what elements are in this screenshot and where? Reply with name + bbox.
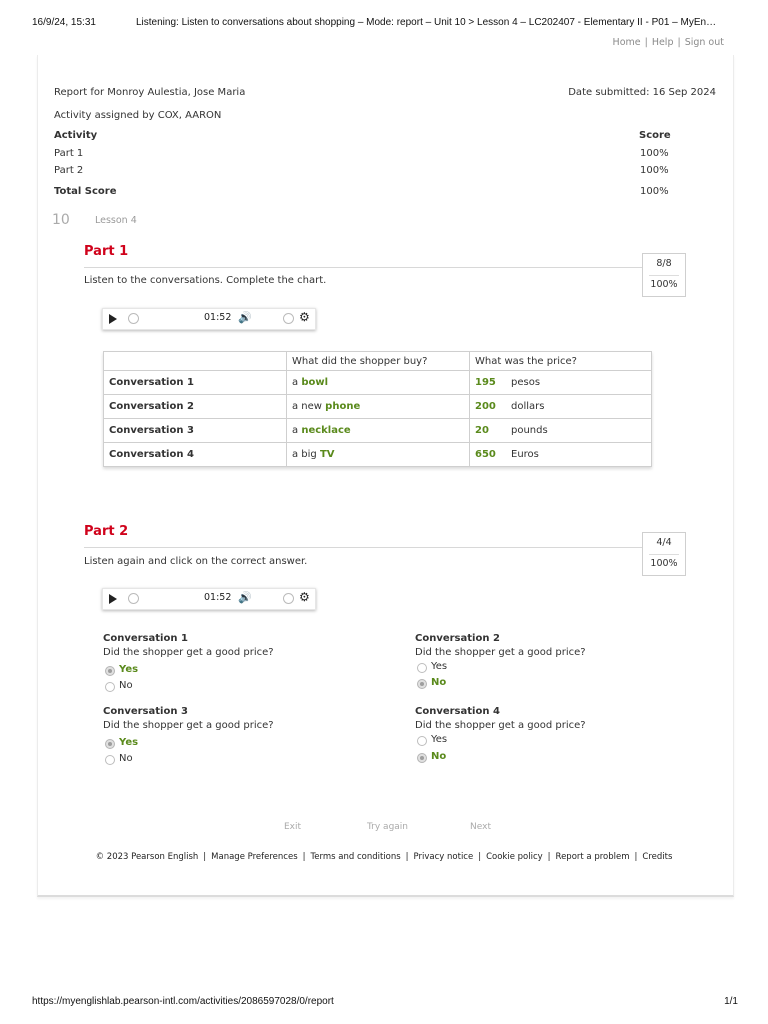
manage-preferences-link[interactable]: Manage Preferences — [211, 852, 298, 862]
part1-audio-player — [102, 308, 316, 330]
item-answer: necklace — [301, 425, 351, 436]
volume-slider[interactable] — [283, 593, 294, 604]
table-header-cell: What did the shopper buy? — [287, 352, 470, 371]
q4-yes-label: Yes — [431, 734, 448, 745]
q1-yes-label: Yes — [119, 664, 139, 675]
item-answer: phone — [325, 401, 361, 412]
progress-slider[interactable] — [128, 593, 139, 604]
item-prefix: a big — [292, 449, 317, 460]
lesson-label: Lesson 4 — [95, 215, 137, 226]
volume-icon[interactable]: 🔊 — [238, 591, 252, 604]
part2-score-box — [642, 532, 686, 576]
score-row-part2: 100% — [640, 165, 669, 176]
price-unit: pesos — [511, 377, 541, 388]
q3-no-radio[interactable] — [105, 755, 115, 765]
part1-chart — [103, 351, 652, 467]
volume-icon[interactable]: 🔊 — [238, 311, 252, 324]
report-for: Report for Monroy Aulestia, Jose Maria — [54, 87, 246, 98]
item-prefix: a new — [292, 401, 322, 412]
home-link[interactable]: Home — [612, 37, 641, 48]
q1-title: Conversation 1 — [103, 633, 188, 644]
footer-links: © 2023 Pearson English | Manage Preferences | Terms and conditions | Privacy notice | Cookie policy | Report a problem | Credits — [95, 852, 673, 862]
price-answer: 20 — [475, 425, 489, 436]
part1-divider — [84, 267, 642, 268]
progress-slider[interactable] — [128, 313, 139, 324]
exit-button[interactable]: Exit — [284, 822, 302, 832]
report-card — [37, 55, 734, 897]
part2-audio-player — [102, 588, 316, 610]
top-links: Home | Help | Sign out — [612, 37, 724, 48]
play-icon[interactable] — [109, 314, 117, 324]
table-row — [104, 443, 652, 467]
activity-row-part1: Part 1 — [54, 148, 84, 159]
q2-no-radio[interactable] — [417, 679, 427, 689]
score-header: Score — [639, 130, 671, 141]
q2-title: Conversation 2 — [415, 633, 500, 644]
q4-no-radio[interactable] — [417, 753, 427, 763]
item-prefix: a — [292, 377, 299, 388]
volume-slider[interactable] — [283, 313, 294, 324]
part1-instruction: Listen to the conversations. Complete the chart. — [84, 275, 327, 286]
price-answer: 650 — [475, 449, 496, 460]
item-prefix: a — [292, 425, 299, 436]
table-header-row — [104, 352, 652, 371]
cookie-policy-link[interactable]: Cookie policy — [486, 852, 543, 862]
price-cell — [470, 395, 652, 419]
q2-question: Did the shopper get a good price? — [415, 647, 586, 658]
price-answer: 200 — [475, 401, 496, 412]
q3-yes-label: Yes — [119, 737, 139, 748]
part2-divider — [84, 547, 642, 548]
activity-row-part2: Part 2 — [54, 165, 84, 176]
terms-link[interactable]: Terms and conditions — [310, 852, 401, 862]
lesson-number: 10 — [52, 212, 70, 228]
table-row — [104, 419, 652, 443]
total-score-label: Total Score — [54, 186, 117, 197]
part1-score-percent: 100% — [650, 279, 678, 290]
q3-question: Did the shopper get a good price? — [103, 720, 274, 731]
q3-no-label: No — [119, 753, 133, 764]
print-url: https://myenglishlab.pearson-intl.com/activities/2086597028/0/report — [32, 996, 334, 1007]
part1-title: Part 1 — [84, 244, 129, 259]
price-cell — [470, 371, 652, 395]
part2-score-fraction: 4/4 — [656, 537, 672, 548]
row-label: Conversation 4 — [104, 443, 287, 467]
table-row — [104, 371, 652, 395]
q1-no-label: No — [119, 680, 133, 691]
part1-score-box — [642, 253, 686, 297]
total-score-value: 100% — [640, 186, 669, 197]
price-unit: pounds — [511, 425, 548, 436]
price-cell — [470, 419, 652, 443]
audio-time: 01:52 — [204, 592, 232, 603]
play-icon[interactable] — [109, 594, 117, 604]
price-answer: 195 — [475, 377, 496, 388]
date-submitted: Date submitted: 16 Sep 2024 — [568, 87, 716, 98]
part2-instruction: Listen again and click on the correct answer. — [84, 556, 308, 567]
item-answer: TV — [319, 449, 335, 460]
purchase-cell — [287, 419, 470, 443]
copyright-text: © 2023 Pearson English — [95, 852, 199, 862]
price-unit: dollars — [511, 401, 545, 412]
q3-title: Conversation 3 — [103, 706, 188, 717]
q4-question: Did the shopper get a good price? — [415, 720, 586, 731]
next-button[interactable]: Next — [470, 822, 491, 832]
q4-yes-radio[interactable] — [417, 736, 427, 746]
credits-link[interactable]: Credits — [642, 852, 673, 862]
row-label: Conversation 2 — [104, 395, 287, 419]
row-label: Conversation 3 — [104, 419, 287, 443]
gear-icon[interactable]: ⚙ — [299, 310, 310, 324]
q2-yes-label: Yes — [431, 661, 448, 672]
price-unit: Euros — [511, 449, 539, 460]
table-header-cell — [104, 352, 287, 371]
purchase-cell — [287, 395, 470, 419]
print-title: Listening: Listen to conversations about shopping – Mode: report – Unit 10 > Lesson 4 – LC202407 - Elementary II - P01 – MyEn… — [136, 17, 717, 28]
q4-no-label: No — [431, 751, 447, 762]
part2-score-percent: 100% — [650, 558, 678, 569]
part2-title: Part 2 — [84, 524, 129, 539]
q1-no-radio[interactable] — [105, 682, 115, 692]
row-label: Conversation 1 — [104, 371, 287, 395]
gear-icon[interactable]: ⚙ — [299, 590, 310, 604]
try-again-button[interactable]: Try again — [367, 822, 409, 832]
report-problem-link[interactable]: Report a problem — [555, 852, 630, 862]
print-header — [32, 17, 738, 31]
score-row-part1: 100% — [640, 148, 669, 159]
table-row — [104, 395, 652, 419]
table-header-cell: What was the price? — [470, 352, 652, 371]
activity-header: Activity — [54, 130, 98, 141]
q2-no-label: No — [431, 677, 447, 688]
q1-yes-radio[interactable] — [105, 666, 115, 676]
q2-yes-radio[interactable] — [417, 663, 427, 673]
print-timestamp: 16/9/24, 15:31 — [32, 17, 96, 28]
sign-out-link[interactable]: Sign out — [684, 37, 724, 48]
purchase-cell — [287, 371, 470, 395]
q4-title: Conversation 4 — [415, 706, 500, 717]
price-cell — [470, 443, 652, 467]
q1-question: Did the shopper get a good price? — [103, 647, 274, 658]
item-answer: bowl — [301, 377, 329, 388]
audio-time: 01:52 — [204, 312, 232, 323]
privacy-link[interactable]: Privacy notice — [413, 852, 474, 862]
q3-yes-radio[interactable] — [105, 739, 115, 749]
print-footer — [32, 996, 738, 1010]
part1-score-fraction: 8/8 — [656, 258, 672, 269]
help-link[interactable]: Help — [651, 37, 674, 48]
print-page-number: 1/1 — [724, 996, 738, 1007]
assigned-by: Activity assigned by COX, AARON — [54, 110, 222, 121]
purchase-cell — [287, 443, 470, 467]
